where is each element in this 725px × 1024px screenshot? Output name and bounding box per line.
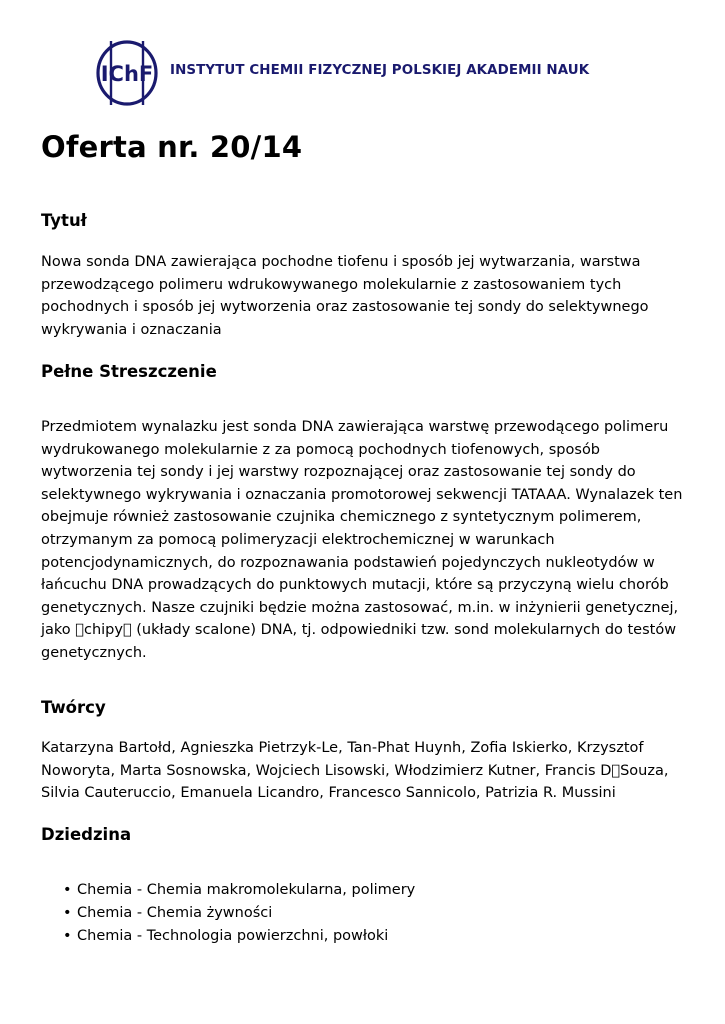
field-list — [41, 879, 415, 947]
section-heading-abstract: Pełne Streszczenie — [41, 362, 217, 381]
field-item-label: Chemia - Chemia żywności — [77, 904, 273, 921]
bullet-icon: • — [63, 927, 72, 944]
section-heading-authors: Twórcy — [41, 698, 106, 717]
section-heading-title: Tytuł — [41, 211, 87, 230]
list-item — [41, 925, 415, 948]
ichf-logo — [94, 38, 160, 108]
bullet-icon: • — [63, 904, 72, 921]
page-title: Oferta nr. 20/14 — [41, 130, 303, 164]
authors-text: Katarzyna Bartołd, Agnieszka Pietrzyk-Le, Tan-Phat Huynh, Zofia Iskierko, Krzysztof Noworyta, Marta Sosnowska, Wojciech Lisowski, Włodzimierz Kutner, Francis D Souza, Silvia Cauteruccio, Emanuela Licandro, Francesco Sannicolo, Patrizia R. Mussini — [41, 740, 669, 802]
logo-text: IChF — [100, 62, 154, 86]
institute-name: INSTYTUT CHEMII FIZYCZNEJ POLSKIEJ AKADEMII NAUK — [170, 63, 590, 78]
field-item-label: Chemia - Technologia powierzchni, powłoki — [77, 927, 389, 944]
list-item — [41, 879, 415, 902]
field-item-label: Chemia - Chemia makromolekularna, polimery — [77, 882, 416, 898]
abstract-text: Przedmiotem wynalazku jest sonda DNA zawierająca warstwę przewodącego polimeru wydrukowanego molekularnie z za pomocą pochodnych tiofenowych, sposób wytworzenia tej sondy i jej warstwy rozpoznającej oraz zastosowanie tej sondy do selektywnego wykrywania i oznaczania promotorowej sekwencji TATAAA. Wynalazek ten obejmuje również zastosowanie czujnika chemicznego z syntetycznym polimerem, otrzymanym za pomocą polimeryzacji elektrochemicznej w warunkach potencjodynamicznych, do rozpoznawania podstawień pojedynczych nukleotydów w łańcuchu DNA prowadzących do punktowych mutacji, które są przyczyną wielu chorób genetycznych. Nasze czujniki będzie można zastosować, m.in. w inżynierii genetycznej, jako  chipy  (układy scalone) DNA, tj. odpowiedniki tzw. sond molekularnych do testów genetycznych. — [41, 419, 683, 661]
section-heading-field: Dziedzina — [41, 825, 132, 844]
list-item — [41, 902, 415, 925]
page-header — [94, 38, 654, 108]
bullet-icon: • — [63, 882, 72, 898]
title-text: Nowa sonda DNA zawierająca pochodne tiofenu i sposób jej wytwarzania, warstwa przewodzącego polimeru wdrukowywanego molekularnie z zastosowaniem tych pochodnych i sposób jej wytworzenia oraz zastosowanie tej sondy do selektywnego wykrywania i oznaczania — [41, 254, 649, 338]
